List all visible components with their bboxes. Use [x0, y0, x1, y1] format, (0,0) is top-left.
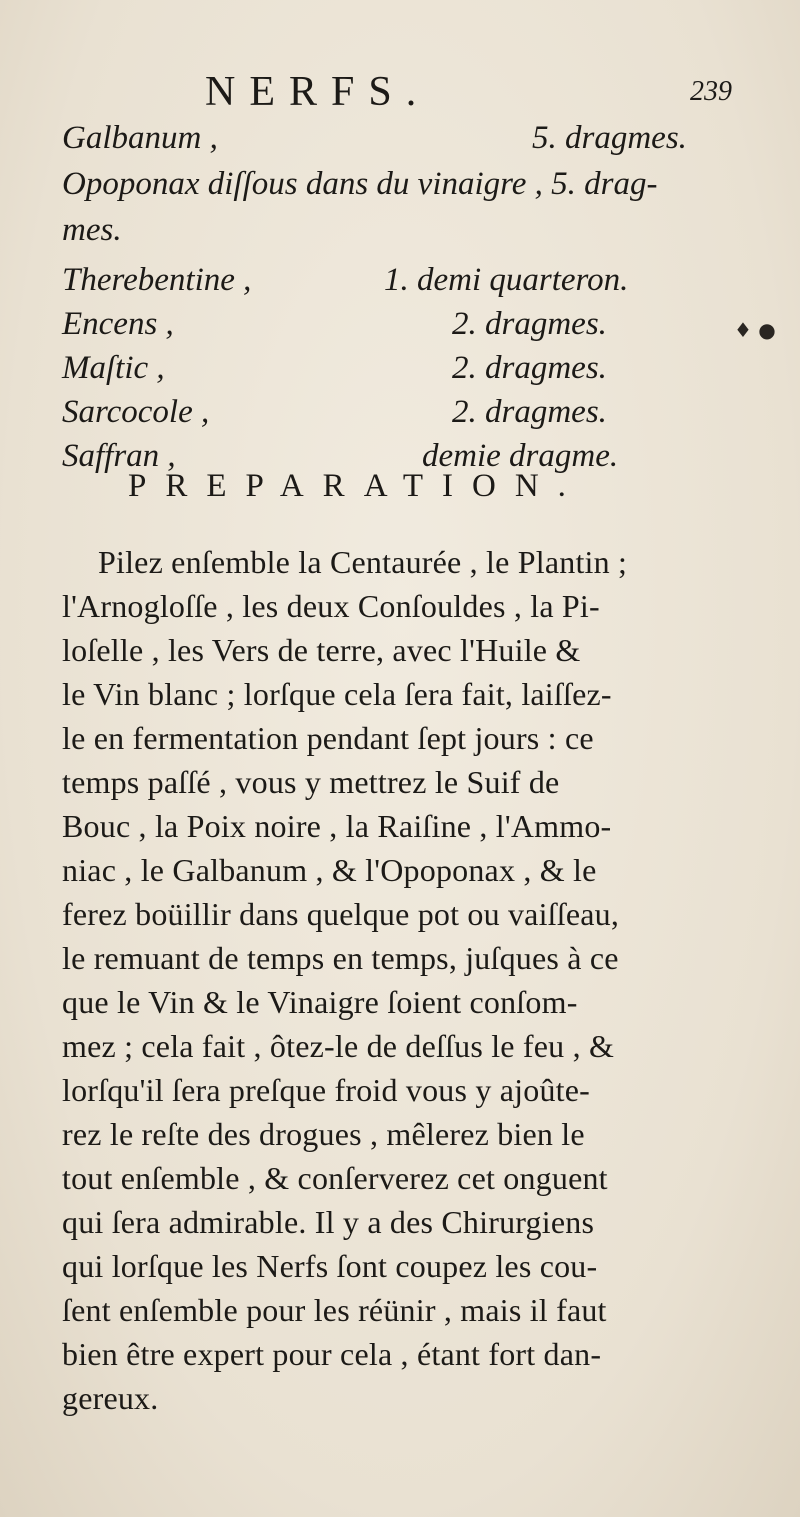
page-header — [0, 68, 800, 118]
ingredient-quantity: 2. dragmes. — [452, 350, 607, 386]
ingredient-name: Maſtic , — [62, 350, 165, 386]
section-heading: PREPARATION. — [128, 468, 585, 504]
body-line: le Vin blanc ; lorſque cela ſera fait, laiſſez- — [62, 676, 612, 712]
body-line: l'Arnogloſſe , les deux Conſouldes , la Pi- — [62, 588, 600, 624]
running-title: NERFS. — [205, 69, 431, 115]
body-line: que le Vin & le Vinaigre ſoient conſom- — [62, 984, 578, 1020]
body-line: lorſqu'il ſera preſque froid vous y ajoûte- — [62, 1072, 590, 1108]
ingredient-name: Galbanum , — [62, 120, 218, 156]
ingredient-quantity: 1. demi quarteron. — [384, 262, 629, 298]
ingredient-name: Encens , — [62, 306, 174, 342]
body-line: ſent enſemble pour les réünir , mais il faut — [62, 1292, 607, 1328]
ingredient-name: mes. — [62, 212, 122, 248]
ingredient-quantity: 5. dragmes. — [532, 120, 687, 156]
body-line: tout enſemble , & conſerverez cet onguent — [62, 1160, 608, 1196]
ingredient-name: Saffran , — [62, 438, 176, 474]
body-line: le en fermentation pendant ſept jours : ce — [62, 720, 594, 756]
body-line: Bouc , la Poix noire , la Raiſine , l'Ammo- — [62, 808, 612, 844]
body-line: qui lorſque les Nerfs ſont coupez les cou- — [62, 1248, 598, 1284]
body-line: loſelle , les Vers de terre, avec l'Huile & — [62, 632, 581, 668]
page-number: 239 — [690, 76, 732, 107]
printer-ornament: ♦ ● — [734, 318, 776, 342]
body-line: bien être expert pour cela , étant fort dan- — [62, 1336, 602, 1372]
body-line: Pilez enſemble la Centaurée , le Plantin ; — [98, 544, 628, 580]
body-line: rez le reſte des drogues , mêlerez bien le — [62, 1116, 585, 1152]
body-line: temps paſſé , vous y mettrez le Suif de — [62, 764, 560, 800]
ingredient-name: Therebentine , — [62, 262, 252, 298]
ingredient-quantity: 2. dragmes. — [452, 394, 607, 430]
ingredient-name: Sarcocole , — [62, 394, 210, 430]
body-line: qui ſera admirable. Il y a des Chirurgiens — [62, 1204, 595, 1240]
ingredient-quantity: 2. dragmes. — [452, 306, 607, 342]
body-line: le remuant de temps en temps, juſques à ce — [62, 940, 619, 976]
ingredient-quantity: demie dragme. — [422, 438, 619, 474]
body-line: gereux. — [62, 1380, 159, 1416]
ingredient-name: Opoponax diſſous dans du vinaigre , 5. drag- — [62, 166, 658, 202]
body-line: mez ; cela fait , ôtez-le de deſſus le feu , & — [62, 1028, 615, 1064]
body-line: niac , le Galbanum , & l'Opoponax , & le — [62, 852, 597, 888]
body-line: ferez boüillir dans quelque pot ou vaiſſeau, — [62, 896, 620, 932]
